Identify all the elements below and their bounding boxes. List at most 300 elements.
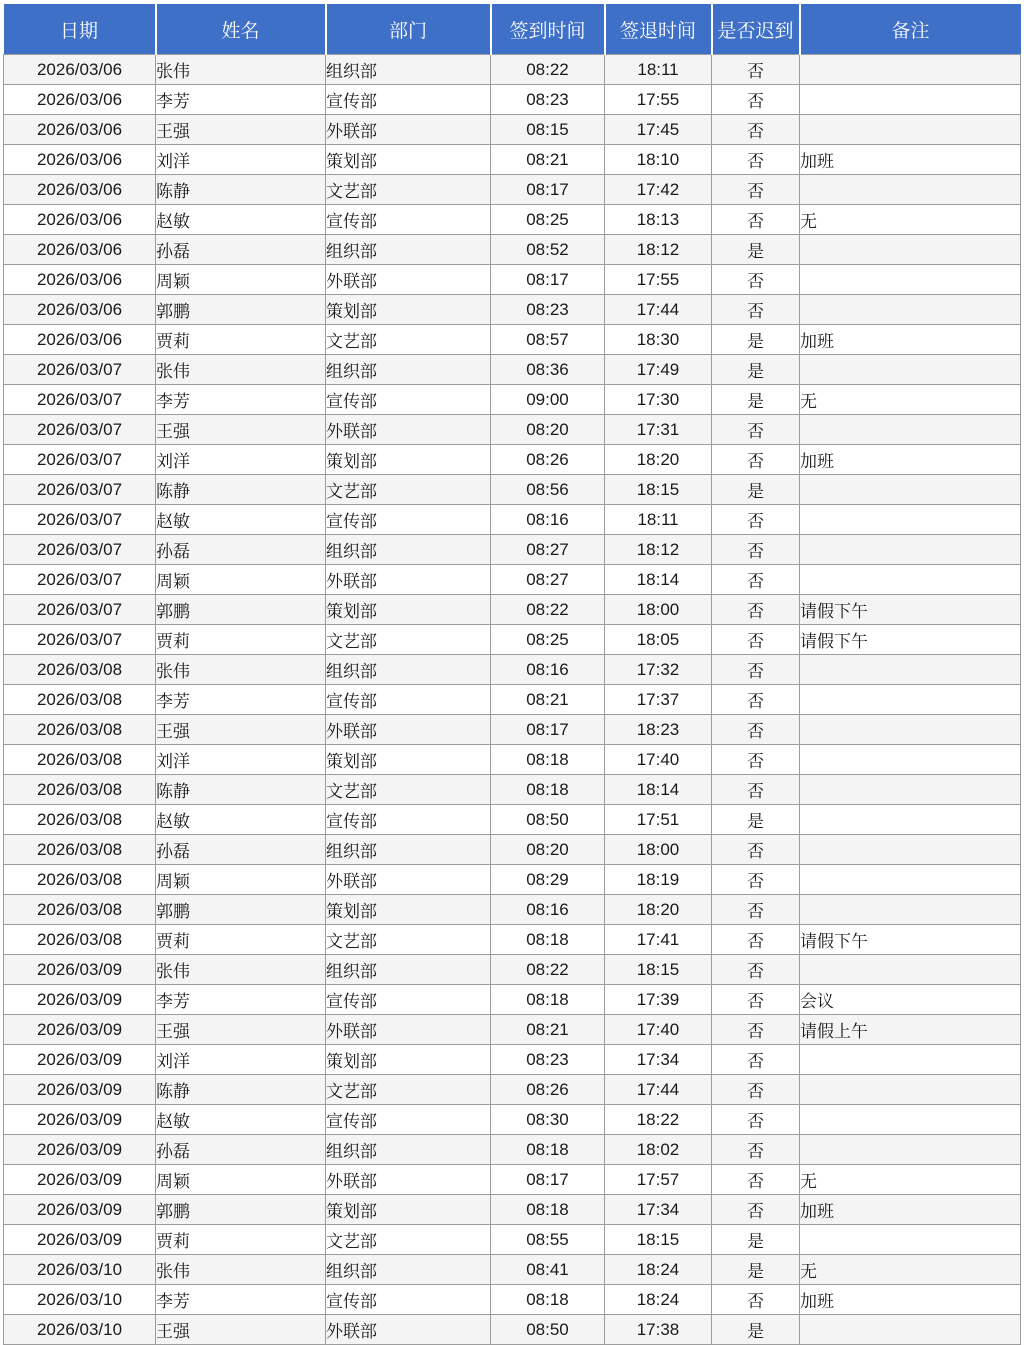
cell-name[interactable]: 王强 [156, 1315, 326, 1345]
cell-date[interactable]: 2026/03/07 [4, 535, 156, 565]
cell-date[interactable]: 2026/03/07 [4, 595, 156, 625]
cell-checkout-time[interactable]: 17:38 [605, 1315, 712, 1345]
cell-name[interactable]: 周颖 [156, 265, 326, 295]
column-header-remarks[interactable]: 备注 [800, 4, 1021, 55]
cell-checkin-time[interactable]: 08:25 [491, 625, 605, 655]
cell-checkout-time[interactable]: 17:32 [605, 655, 712, 685]
cell-date[interactable]: 2026/03/06 [4, 205, 156, 235]
cell-name[interactable]: 周颖 [156, 1165, 326, 1195]
cell-name[interactable]: 王强 [156, 715, 326, 745]
cell-name[interactable]: 陈静 [156, 475, 326, 505]
cell-name[interactable]: 刘洋 [156, 1045, 326, 1075]
cell-checkout-time[interactable]: 18:14 [605, 775, 712, 805]
cell-checkin-time[interactable]: 08:18 [491, 775, 605, 805]
cell-checkin-time[interactable]: 08:18 [491, 1195, 605, 1225]
cell-date[interactable]: 2026/03/06 [4, 175, 156, 205]
cell-date[interactable]: 2026/03/09 [4, 1195, 156, 1225]
cell-remarks[interactable]: 请假下午 [800, 925, 1021, 955]
cell-checkout-time[interactable]: 18:22 [605, 1105, 712, 1135]
cell-name[interactable]: 张伟 [156, 55, 326, 85]
cell-remarks[interactable] [800, 475, 1021, 505]
cell-remarks[interactable] [800, 1135, 1021, 1165]
cell-department[interactable]: 文艺部 [326, 175, 491, 205]
cell-name[interactable]: 刘洋 [156, 745, 326, 775]
cell-name[interactable]: 王强 [156, 415, 326, 445]
cell-name[interactable]: 张伟 [156, 955, 326, 985]
cell-department[interactable]: 宣传部 [326, 505, 491, 535]
cell-department[interactable]: 文艺部 [326, 1075, 491, 1105]
cell-checkin-time[interactable]: 08:50 [491, 1315, 605, 1345]
cell-name[interactable]: 李芳 [156, 985, 326, 1015]
cell-department[interactable]: 外联部 [326, 565, 491, 595]
cell-late-status[interactable]: 否 [712, 1165, 800, 1195]
cell-remarks[interactable]: 无 [800, 385, 1021, 415]
cell-date[interactable]: 2026/03/08 [4, 655, 156, 685]
cell-checkout-time[interactable]: 18:13 [605, 205, 712, 235]
cell-department[interactable]: 组织部 [326, 835, 491, 865]
cell-department[interactable]: 外联部 [326, 115, 491, 145]
cell-late-status[interactable]: 否 [712, 1135, 800, 1165]
cell-date[interactable]: 2026/03/08 [4, 685, 156, 715]
cell-name[interactable]: 贾莉 [156, 625, 326, 655]
column-header-department[interactable]: 部门 [326, 4, 491, 55]
cell-department[interactable]: 外联部 [326, 865, 491, 895]
cell-date[interactable]: 2026/03/07 [4, 385, 156, 415]
column-header-checkout-time[interactable]: 签退时间 [605, 4, 712, 55]
cell-checkout-time[interactable]: 17:55 [605, 85, 712, 115]
cell-date[interactable]: 2026/03/06 [4, 55, 156, 85]
column-header-checkin-time[interactable]: 签到时间 [491, 4, 605, 55]
cell-department[interactable]: 外联部 [326, 1165, 491, 1195]
cell-department[interactable]: 策划部 [326, 595, 491, 625]
cell-checkin-time[interactable]: 08:16 [491, 655, 605, 685]
cell-late-status[interactable]: 否 [712, 1015, 800, 1045]
cell-late-status[interactable]: 否 [712, 535, 800, 565]
cell-checkin-time[interactable]: 08:30 [491, 1105, 605, 1135]
cell-checkin-time[interactable]: 08:26 [491, 1075, 605, 1105]
cell-remarks[interactable] [800, 955, 1021, 985]
cell-checkout-time[interactable]: 17:34 [605, 1195, 712, 1225]
cell-late-status[interactable]: 是 [712, 805, 800, 835]
cell-department[interactable]: 策划部 [326, 895, 491, 925]
cell-checkin-time[interactable]: 08:20 [491, 415, 605, 445]
cell-checkout-time[interactable]: 17:44 [605, 1075, 712, 1105]
cell-department[interactable]: 组织部 [326, 655, 491, 685]
cell-checkin-time[interactable]: 08:29 [491, 865, 605, 895]
cell-name[interactable]: 王强 [156, 1015, 326, 1045]
column-header-late-status[interactable]: 是否迟到 [712, 4, 800, 55]
cell-department[interactable]: 宣传部 [326, 385, 491, 415]
cell-checkin-time[interactable]: 08:36 [491, 355, 605, 385]
cell-remarks[interactable] [800, 235, 1021, 265]
cell-name[interactable]: 李芳 [156, 85, 326, 115]
cell-name[interactable]: 孙磊 [156, 235, 326, 265]
cell-late-status[interactable]: 否 [712, 595, 800, 625]
cell-checkin-time[interactable]: 08:17 [491, 1165, 605, 1195]
cell-remarks[interactable] [800, 535, 1021, 565]
cell-date[interactable]: 2026/03/08 [4, 835, 156, 865]
cell-department[interactable]: 组织部 [326, 1255, 491, 1285]
cell-checkout-time[interactable]: 18:10 [605, 145, 712, 175]
cell-late-status[interactable]: 否 [712, 265, 800, 295]
cell-checkin-time[interactable]: 08:16 [491, 505, 605, 535]
cell-name[interactable]: 郭鹏 [156, 1195, 326, 1225]
cell-checkout-time[interactable]: 17:39 [605, 985, 712, 1015]
cell-date[interactable]: 2026/03/09 [4, 1225, 156, 1255]
cell-name[interactable]: 刘洋 [156, 445, 326, 475]
cell-late-status[interactable]: 否 [712, 145, 800, 175]
cell-late-status[interactable]: 否 [712, 745, 800, 775]
cell-name[interactable]: 张伟 [156, 355, 326, 385]
cell-date[interactable]: 2026/03/08 [4, 715, 156, 745]
cell-checkout-time[interactable]: 18:24 [605, 1255, 712, 1285]
cell-remarks[interactable]: 加班 [800, 145, 1021, 175]
cell-checkin-time[interactable]: 08:18 [491, 985, 605, 1015]
cell-checkin-time[interactable]: 08:21 [491, 145, 605, 175]
cell-late-status[interactable]: 否 [712, 1105, 800, 1135]
cell-date[interactable]: 2026/03/10 [4, 1285, 156, 1315]
cell-late-status[interactable]: 否 [712, 205, 800, 235]
cell-date[interactable]: 2026/03/06 [4, 265, 156, 295]
cell-remarks[interactable] [800, 1105, 1021, 1135]
cell-name[interactable]: 郭鹏 [156, 295, 326, 325]
cell-date[interactable]: 2026/03/09 [4, 1135, 156, 1165]
cell-department[interactable]: 文艺部 [326, 775, 491, 805]
cell-department[interactable]: 外联部 [326, 1315, 491, 1345]
cell-date[interactable]: 2026/03/09 [4, 1015, 156, 1045]
cell-name[interactable]: 刘洋 [156, 145, 326, 175]
cell-name[interactable]: 周颖 [156, 565, 326, 595]
cell-remarks[interactable]: 请假上午 [800, 1015, 1021, 1045]
cell-checkin-time[interactable]: 08:17 [491, 265, 605, 295]
cell-remarks[interactable] [800, 355, 1021, 385]
cell-checkout-time[interactable]: 17:41 [605, 925, 712, 955]
cell-late-status[interactable]: 是 [712, 1315, 800, 1345]
cell-date[interactable]: 2026/03/09 [4, 1075, 156, 1105]
cell-name[interactable]: 孙磊 [156, 1135, 326, 1165]
cell-remarks[interactable]: 加班 [800, 445, 1021, 475]
cell-checkout-time[interactable]: 18:00 [605, 835, 712, 865]
cell-department[interactable]: 组织部 [326, 535, 491, 565]
cell-late-status[interactable]: 否 [712, 55, 800, 85]
cell-checkin-time[interactable]: 08:20 [491, 835, 605, 865]
cell-department[interactable]: 文艺部 [326, 325, 491, 355]
cell-date[interactable]: 2026/03/07 [4, 415, 156, 445]
cell-late-status[interactable]: 否 [712, 115, 800, 145]
cell-late-status[interactable]: 否 [712, 955, 800, 985]
cell-checkout-time[interactable]: 17:37 [605, 685, 712, 715]
cell-late-status[interactable]: 否 [712, 445, 800, 475]
cell-remarks[interactable] [800, 505, 1021, 535]
cell-date[interactable]: 2026/03/06 [4, 235, 156, 265]
cell-remarks[interactable] [800, 805, 1021, 835]
cell-department[interactable]: 组织部 [326, 355, 491, 385]
cell-checkin-time[interactable]: 08:57 [491, 325, 605, 355]
cell-late-status[interactable]: 否 [712, 625, 800, 655]
cell-late-status[interactable]: 否 [712, 865, 800, 895]
cell-checkout-time[interactable]: 17:57 [605, 1165, 712, 1195]
cell-department[interactable]: 宣传部 [326, 205, 491, 235]
cell-late-status[interactable]: 否 [712, 565, 800, 595]
cell-checkout-time[interactable]: 18:15 [605, 955, 712, 985]
cell-checkout-time[interactable]: 18:15 [605, 1225, 712, 1255]
cell-remarks[interactable] [800, 175, 1021, 205]
cell-department[interactable]: 文艺部 [326, 625, 491, 655]
cell-checkin-time[interactable]: 08:16 [491, 895, 605, 925]
cell-remarks[interactable] [800, 895, 1021, 925]
cell-checkout-time[interactable]: 18:00 [605, 595, 712, 625]
cell-date[interactable]: 2026/03/09 [4, 1165, 156, 1195]
cell-late-status[interactable]: 否 [712, 685, 800, 715]
cell-late-status[interactable]: 是 [712, 385, 800, 415]
cell-late-status[interactable]: 否 [712, 175, 800, 205]
cell-department[interactable]: 宣传部 [326, 85, 491, 115]
cell-checkin-time[interactable]: 08:52 [491, 235, 605, 265]
cell-name[interactable]: 贾莉 [156, 1225, 326, 1255]
cell-late-status[interactable]: 否 [712, 85, 800, 115]
cell-remarks[interactable]: 无 [800, 205, 1021, 235]
cell-department[interactable]: 宣传部 [326, 1105, 491, 1135]
cell-checkout-time[interactable]: 17:45 [605, 115, 712, 145]
cell-name[interactable]: 李芳 [156, 385, 326, 415]
cell-name[interactable]: 贾莉 [156, 925, 326, 955]
cell-checkout-time[interactable]: 18:12 [605, 535, 712, 565]
cell-date[interactable]: 2026/03/07 [4, 475, 156, 505]
cell-remarks[interactable] [800, 295, 1021, 325]
cell-department[interactable]: 策划部 [326, 295, 491, 325]
cell-date[interactable]: 2026/03/10 [4, 1315, 156, 1345]
cell-remarks[interactable] [800, 685, 1021, 715]
cell-checkin-time[interactable]: 08:26 [491, 445, 605, 475]
cell-remarks[interactable] [800, 835, 1021, 865]
cell-name[interactable]: 赵敏 [156, 505, 326, 535]
cell-remarks[interactable] [800, 85, 1021, 115]
cell-late-status[interactable]: 否 [712, 1075, 800, 1105]
cell-checkin-time[interactable]: 08:22 [491, 955, 605, 985]
cell-checkout-time[interactable]: 18:11 [605, 55, 712, 85]
cell-name[interactable]: 张伟 [156, 655, 326, 685]
cell-date[interactable]: 2026/03/06 [4, 145, 156, 175]
cell-department[interactable]: 宣传部 [326, 685, 491, 715]
cell-checkin-time[interactable]: 08:23 [491, 1045, 605, 1075]
cell-late-status[interactable]: 否 [712, 1195, 800, 1225]
cell-department[interactable]: 宣传部 [326, 805, 491, 835]
cell-name[interactable]: 周颖 [156, 865, 326, 895]
cell-name[interactable]: 贾莉 [156, 325, 326, 355]
cell-checkin-time[interactable]: 08:23 [491, 85, 605, 115]
cell-remarks[interactable] [800, 55, 1021, 85]
cell-remarks[interactable]: 加班 [800, 325, 1021, 355]
cell-checkout-time[interactable]: 18:23 [605, 715, 712, 745]
cell-name[interactable]: 赵敏 [156, 1105, 326, 1135]
cell-remarks[interactable] [800, 415, 1021, 445]
cell-department[interactable]: 外联部 [326, 715, 491, 745]
cell-name[interactable]: 陈静 [156, 775, 326, 805]
cell-checkin-time[interactable]: 08:23 [491, 295, 605, 325]
cell-checkout-time[interactable]: 18:14 [605, 565, 712, 595]
cell-date[interactable]: 2026/03/07 [4, 355, 156, 385]
cell-department[interactable]: 策划部 [326, 1045, 491, 1075]
cell-date[interactable]: 2026/03/09 [4, 1045, 156, 1075]
cell-department[interactable]: 组织部 [326, 235, 491, 265]
cell-date[interactable]: 2026/03/07 [4, 445, 156, 475]
cell-checkin-time[interactable]: 08:27 [491, 535, 605, 565]
cell-department[interactable]: 策划部 [326, 1195, 491, 1225]
cell-date[interactable]: 2026/03/09 [4, 1105, 156, 1135]
cell-checkin-time[interactable]: 08:18 [491, 1135, 605, 1165]
cell-checkin-time[interactable]: 08:21 [491, 1015, 605, 1045]
cell-department[interactable]: 宣传部 [326, 1285, 491, 1315]
cell-checkin-time[interactable]: 08:18 [491, 1285, 605, 1315]
cell-checkout-time[interactable]: 18:11 [605, 505, 712, 535]
cell-checkin-time[interactable]: 08:50 [491, 805, 605, 835]
cell-checkout-time[interactable]: 18:12 [605, 235, 712, 265]
cell-date[interactable]: 2026/03/06 [4, 325, 156, 355]
cell-checkout-time[interactable]: 18:19 [605, 865, 712, 895]
cell-name[interactable]: 陈静 [156, 1075, 326, 1105]
cell-date[interactable]: 2026/03/07 [4, 625, 156, 655]
cell-department[interactable]: 组织部 [326, 55, 491, 85]
cell-checkin-time[interactable]: 08:17 [491, 175, 605, 205]
cell-remarks[interactable] [800, 1315, 1021, 1345]
cell-department[interactable]: 组织部 [326, 1135, 491, 1165]
cell-date[interactable]: 2026/03/07 [4, 565, 156, 595]
cell-name[interactable]: 孙磊 [156, 535, 326, 565]
cell-department[interactable]: 宣传部 [326, 985, 491, 1015]
cell-name[interactable]: 孙磊 [156, 835, 326, 865]
cell-late-status[interactable]: 是 [712, 235, 800, 265]
cell-date[interactable]: 2026/03/08 [4, 925, 156, 955]
cell-remarks[interactable]: 加班 [800, 1285, 1021, 1315]
cell-checkout-time[interactable]: 18:15 [605, 475, 712, 505]
cell-checkin-time[interactable]: 08:17 [491, 715, 605, 745]
cell-checkout-time[interactable]: 17:40 [605, 1015, 712, 1045]
cell-checkin-time[interactable]: 09:00 [491, 385, 605, 415]
cell-date[interactable]: 2026/03/08 [4, 865, 156, 895]
cell-checkout-time[interactable]: 17:44 [605, 295, 712, 325]
cell-department[interactable]: 文艺部 [326, 1225, 491, 1255]
cell-department[interactable]: 外联部 [326, 415, 491, 445]
cell-date[interactable]: 2026/03/08 [4, 745, 156, 775]
cell-late-status[interactable]: 否 [712, 415, 800, 445]
cell-late-status[interactable]: 否 [712, 895, 800, 925]
cell-checkout-time[interactable]: 17:55 [605, 265, 712, 295]
cell-name[interactable]: 王强 [156, 115, 326, 145]
cell-department[interactable]: 外联部 [326, 265, 491, 295]
cell-department[interactable]: 策划部 [326, 445, 491, 475]
cell-late-status[interactable]: 否 [712, 655, 800, 685]
cell-late-status[interactable]: 否 [712, 715, 800, 745]
cell-remarks[interactable]: 加班 [800, 1195, 1021, 1225]
cell-remarks[interactable] [800, 1225, 1021, 1255]
column-header-date[interactable]: 日期 [4, 4, 156, 55]
cell-late-status[interactable]: 否 [712, 925, 800, 955]
cell-department[interactable]: 文艺部 [326, 475, 491, 505]
cell-late-status[interactable]: 否 [712, 505, 800, 535]
cell-checkout-time[interactable]: 18:30 [605, 325, 712, 355]
cell-remarks[interactable]: 请假下午 [800, 625, 1021, 655]
cell-checkin-time[interactable]: 08:18 [491, 745, 605, 775]
cell-checkin-time[interactable]: 08:56 [491, 475, 605, 505]
cell-remarks[interactable] [800, 745, 1021, 775]
cell-checkin-time[interactable]: 08:55 [491, 1225, 605, 1255]
cell-department[interactable]: 外联部 [326, 1015, 491, 1045]
cell-department[interactable]: 策划部 [326, 745, 491, 775]
cell-remarks[interactable] [800, 265, 1021, 295]
cell-late-status[interactable]: 否 [712, 295, 800, 325]
cell-remarks[interactable] [800, 115, 1021, 145]
cell-name[interactable]: 李芳 [156, 1285, 326, 1315]
cell-late-status[interactable]: 否 [712, 775, 800, 805]
cell-remarks[interactable] [800, 775, 1021, 805]
cell-late-status[interactable]: 否 [712, 1045, 800, 1075]
cell-remarks[interactable]: 请假下午 [800, 595, 1021, 625]
cell-date[interactable]: 2026/03/09 [4, 985, 156, 1015]
cell-date[interactable]: 2026/03/10 [4, 1255, 156, 1285]
cell-checkout-time[interactable]: 18:24 [605, 1285, 712, 1315]
cell-checkout-time[interactable]: 17:49 [605, 355, 712, 385]
cell-remarks[interactable] [800, 655, 1021, 685]
cell-checkout-time[interactable]: 17:42 [605, 175, 712, 205]
cell-checkout-time[interactable]: 17:40 [605, 745, 712, 775]
cell-date[interactable]: 2026/03/07 [4, 505, 156, 535]
cell-name[interactable]: 郭鹏 [156, 595, 326, 625]
cell-date[interactable]: 2026/03/09 [4, 955, 156, 985]
cell-department[interactable]: 文艺部 [326, 925, 491, 955]
cell-remarks[interactable] [800, 1045, 1021, 1075]
cell-remarks[interactable] [800, 715, 1021, 745]
cell-late-status[interactable]: 否 [712, 835, 800, 865]
cell-checkout-time[interactable]: 18:20 [605, 445, 712, 475]
cell-checkin-time[interactable]: 08:21 [491, 685, 605, 715]
cell-remarks[interactable] [800, 1075, 1021, 1105]
column-header-name[interactable]: 姓名 [156, 4, 326, 55]
cell-remarks[interactable]: 会议 [800, 985, 1021, 1015]
cell-checkout-time[interactable]: 17:51 [605, 805, 712, 835]
cell-name[interactable]: 张伟 [156, 1255, 326, 1285]
cell-checkin-time[interactable]: 08:15 [491, 115, 605, 145]
cell-date[interactable]: 2026/03/06 [4, 85, 156, 115]
cell-name[interactable]: 赵敏 [156, 805, 326, 835]
cell-date[interactable]: 2026/03/06 [4, 115, 156, 145]
cell-department[interactable]: 策划部 [326, 145, 491, 175]
cell-checkin-time[interactable]: 08:18 [491, 925, 605, 955]
cell-late-status[interactable]: 是 [712, 325, 800, 355]
cell-late-status[interactable]: 是 [712, 355, 800, 385]
cell-checkout-time[interactable]: 18:02 [605, 1135, 712, 1165]
cell-date[interactable]: 2026/03/08 [4, 895, 156, 925]
cell-remarks[interactable] [800, 865, 1021, 895]
cell-late-status[interactable]: 否 [712, 1285, 800, 1315]
cell-late-status[interactable]: 是 [712, 1225, 800, 1255]
cell-checkin-time[interactable]: 08:41 [491, 1255, 605, 1285]
cell-remarks[interactable]: 无 [800, 1165, 1021, 1195]
cell-name[interactable]: 李芳 [156, 685, 326, 715]
cell-checkin-time[interactable]: 08:22 [491, 55, 605, 85]
cell-checkout-time[interactable]: 17:34 [605, 1045, 712, 1075]
cell-date[interactable]: 2026/03/08 [4, 805, 156, 835]
cell-date[interactable]: 2026/03/08 [4, 775, 156, 805]
cell-name[interactable]: 赵敏 [156, 205, 326, 235]
cell-checkout-time[interactable]: 18:20 [605, 895, 712, 925]
cell-name[interactable]: 陈静 [156, 175, 326, 205]
cell-name[interactable]: 郭鹏 [156, 895, 326, 925]
cell-checkin-time[interactable]: 08:25 [491, 205, 605, 235]
cell-checkout-time[interactable]: 17:31 [605, 415, 712, 445]
cell-checkin-time[interactable]: 08:22 [491, 595, 605, 625]
cell-checkout-time[interactable]: 17:30 [605, 385, 712, 415]
cell-late-status[interactable]: 是 [712, 1255, 800, 1285]
